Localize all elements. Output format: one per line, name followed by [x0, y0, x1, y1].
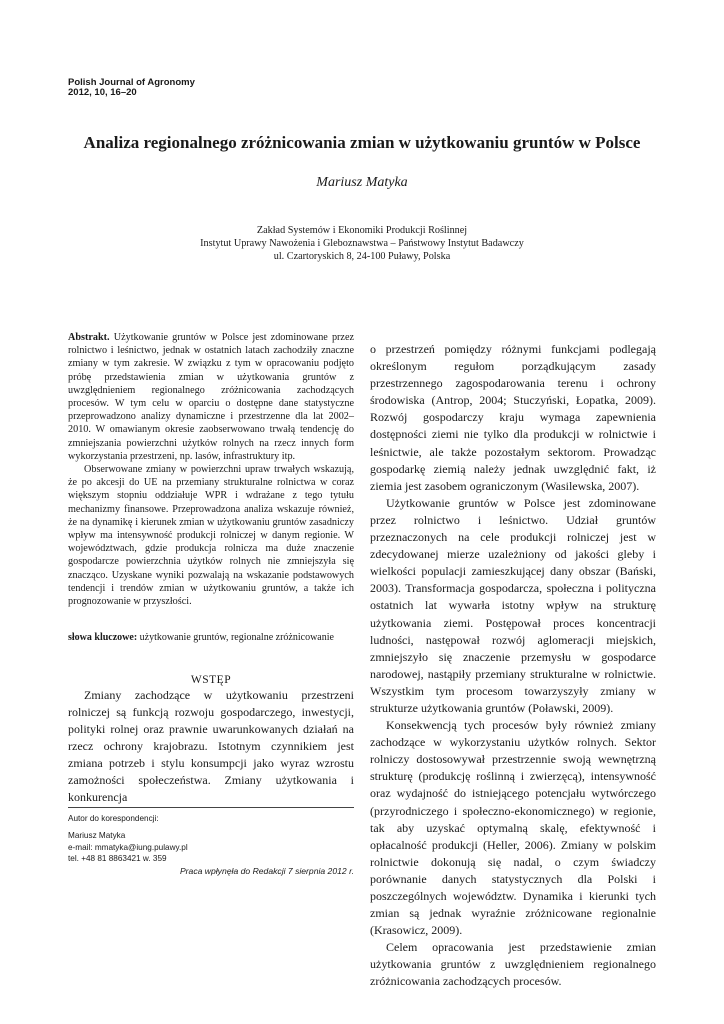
keywords [68, 631, 354, 644]
right-paragraph-2: Użytkowanie gruntów w Polsce jest zdominowane przez rolnictwo i leśnictwo. Udział gruntów przeznaczonych na cele produkcji rolniczej jest w zdecydowanej mierze uzależniony od jakości gleby i wielkości populacji zamieszkującej dany obszar (Bański, 2003). Transformacja gospodarcza, społeczna i polityczna ostatnich lat wywarła istotny wpływ na strukturę użytkowania ziemi. Postępował proces koncentracji ludności, następował rozwój aglomeracji miejskich, zmniejszyło się znaczenie przemysłu w gospodarce narodowej, nastąpiły przemiany strukturalne w rolnictwie. Wszystkim tym procesom towarzyszyły zmiany w strukturze użytkowania gruntów (Poławski, 2009). [370, 495, 656, 715]
journal-header [68, 78, 195, 98]
received-date: Praca wpłynęła do Redakcji 7 sierpnia 2012 r. [179, 866, 354, 876]
abstract [68, 331, 354, 608]
intro-left-column [68, 687, 354, 806]
abstract-paragraph-2: Obserwowane zmiany w powierzchni upraw trwałych wskazują, że po akcesji do UE na przemiany strukturalne rolnictwa w coraz większym stopniu oddziałuje WPR i wdrażane z tego tytułu mechanizmy finansowe. Przeprowadzona analiza wskazuje również, że na dynamikę i kierunek zmian w użytkowaniu gruntów zasadniczy wpływ ma intensywność produkcji rolniczej w danym regionie. W województwach, gdzie produkcja rolnicza ma duże znaczenie gospodarcze powierzchnia użytków rolnych nie zmniejszyła się znacząco. Uzyskane wyniki pozwalają na wskazanie podstawowych tendencji i trendów zmian w użytkowaniu gruntów, a także ich prognozowanie w przyszłości. [68, 464, 354, 608]
footnote-divider [68, 807, 354, 808]
intro-paragraph: Zmiany zachodzące w użytkowaniu przestrzeni rolniczej są funkcją rozwoju gospodarczego, inwestycji, polityki rolnej oraz prawnie uwarunkowanych działań na rzecz ochrony krajobrazu. Istotnym czynnikiem jest zmiana potrzeb i stylu konsumpcji jako wyraz wzrostu zamożności społeczeństwa. Zmiany użytkowania i konkurencja [68, 688, 354, 804]
correspondence-heading: Autor do korespondencji: [68, 814, 159, 823]
paper-author: Mariusz Matyka [316, 175, 408, 190]
affiliation-line-2: Instytut Uprawy Nawożenia i Gleboznawstwa – Państwowy Instytut Badawczy [200, 238, 524, 249]
correspondence-name: Mariusz Matyka [68, 831, 126, 841]
right-paragraph-3: Konsekwencją tych procesów były również zmiany zachodzące w wykorzystaniu użytków rolnych. Sektor rolniczy dostosowywał przestrzennie swoją wewnętrzną strukturę (produkcję roślinną i zwierzęcą), intensywność oraz wydajność do istniejącego potencjału wytwórczego (przyrodniczego i społeczno-ekonomicznego) w regionie, tak aby uzyskać optymalną skalę, efektywność i opłacalność produkcji (Heller, 2006). Zmiany w polskim rolnictwie dokonują się nadal, o czym świadczy porównanie danych statystycznych dla Polski i poszczególnych województw. Dynamika i kierunki tych zmian są jednak wyraźnie zróżnicowane regionalnie (Krasowicz, 2009). [370, 718, 656, 938]
abstract-text-1: Użytkowanie gruntów w Polsce jest zdominowane przez rolnictwo i leśnictwo, jednak w ostatnich latach zachodziły znaczne zmiany w tym zakresie. W związku z tym w opracowaniu podjęto próbę przedstawienia zmian w użytkowania gruntów z uwzględnieniem regionalnego zróżnicowania zachodzących procesów. W tym celu w oparciu o dostępne dane statystyczne przeprowadzono analizy dynamiczne i przestrzenne dla lat 2002–2010. W omawianym okresie zaobserwowano trwałą tendencję do zmniejszania powierzchni użytków rolnych na rzecz innych form wykorzystania przestrzeni, np. lasów, infrastruktury itp. [68, 332, 354, 462]
keywords-label: słowa kluczowe: [68, 632, 138, 643]
section-heading: WSTĘP [190, 674, 232, 686]
journal-name: Polish Journal of Agronomy [68, 77, 195, 88]
affiliation-line-1: Zakład Systemów i Ekonomiki Produkcji Roślinnej [256, 225, 468, 236]
correspondence [68, 813, 188, 865]
right-paragraph-4: Celem opracowania jest przedstawienie zmian użytkowania gruntów z uwzględnieniem regionalnego zróżnicowania zachodzących procesów. [370, 940, 656, 989]
abstract-label: Abstrakt. [68, 332, 110, 343]
right-paragraph-1: o przestrzeń pomiędzy różnymi funkcjami podlegają określonym regułom porządkującym zasady przestrzennego zagospodarowania terenu i ochrony środowiska (Antrop, 2004; Stuczyński, Łopatka, 2009). Rozwój gospodarczy kraju wymaga zapewnienia dostępności ziemi nie tylko dla produkcji w rolnictwie i leśnictwie, ale także pozostałym sektorom. Prowadząc gospodarkę ziemią należy jednak uwzględnić fakt, iż ziemia jest zasobem ograniczonym (Wasilewska, 2007). [370, 342, 656, 493]
correspondence-phone: tel. +48 81 8863421 w. 359 [68, 854, 167, 864]
journal-issue: 2012, 10, 16–20 [68, 87, 137, 98]
correspondence-email: e-mail: mmatyka@iung.pulawy.pl [68, 842, 188, 852]
keywords-text: użytkowanie gruntów, regionalne zróżnicowanie [139, 632, 334, 643]
affiliation [0, 224, 724, 263]
paper-title: Analiza regionalnego zróżnicowania zmian w użytkowaniu gruntów w Polsce [83, 133, 641, 152]
right-column [370, 341, 656, 991]
affiliation-line-3: ul. Czartoryskich 8, 24-100 Puławy, Polska [273, 251, 451, 262]
abstract-paragraph-1 [68, 331, 354, 463]
